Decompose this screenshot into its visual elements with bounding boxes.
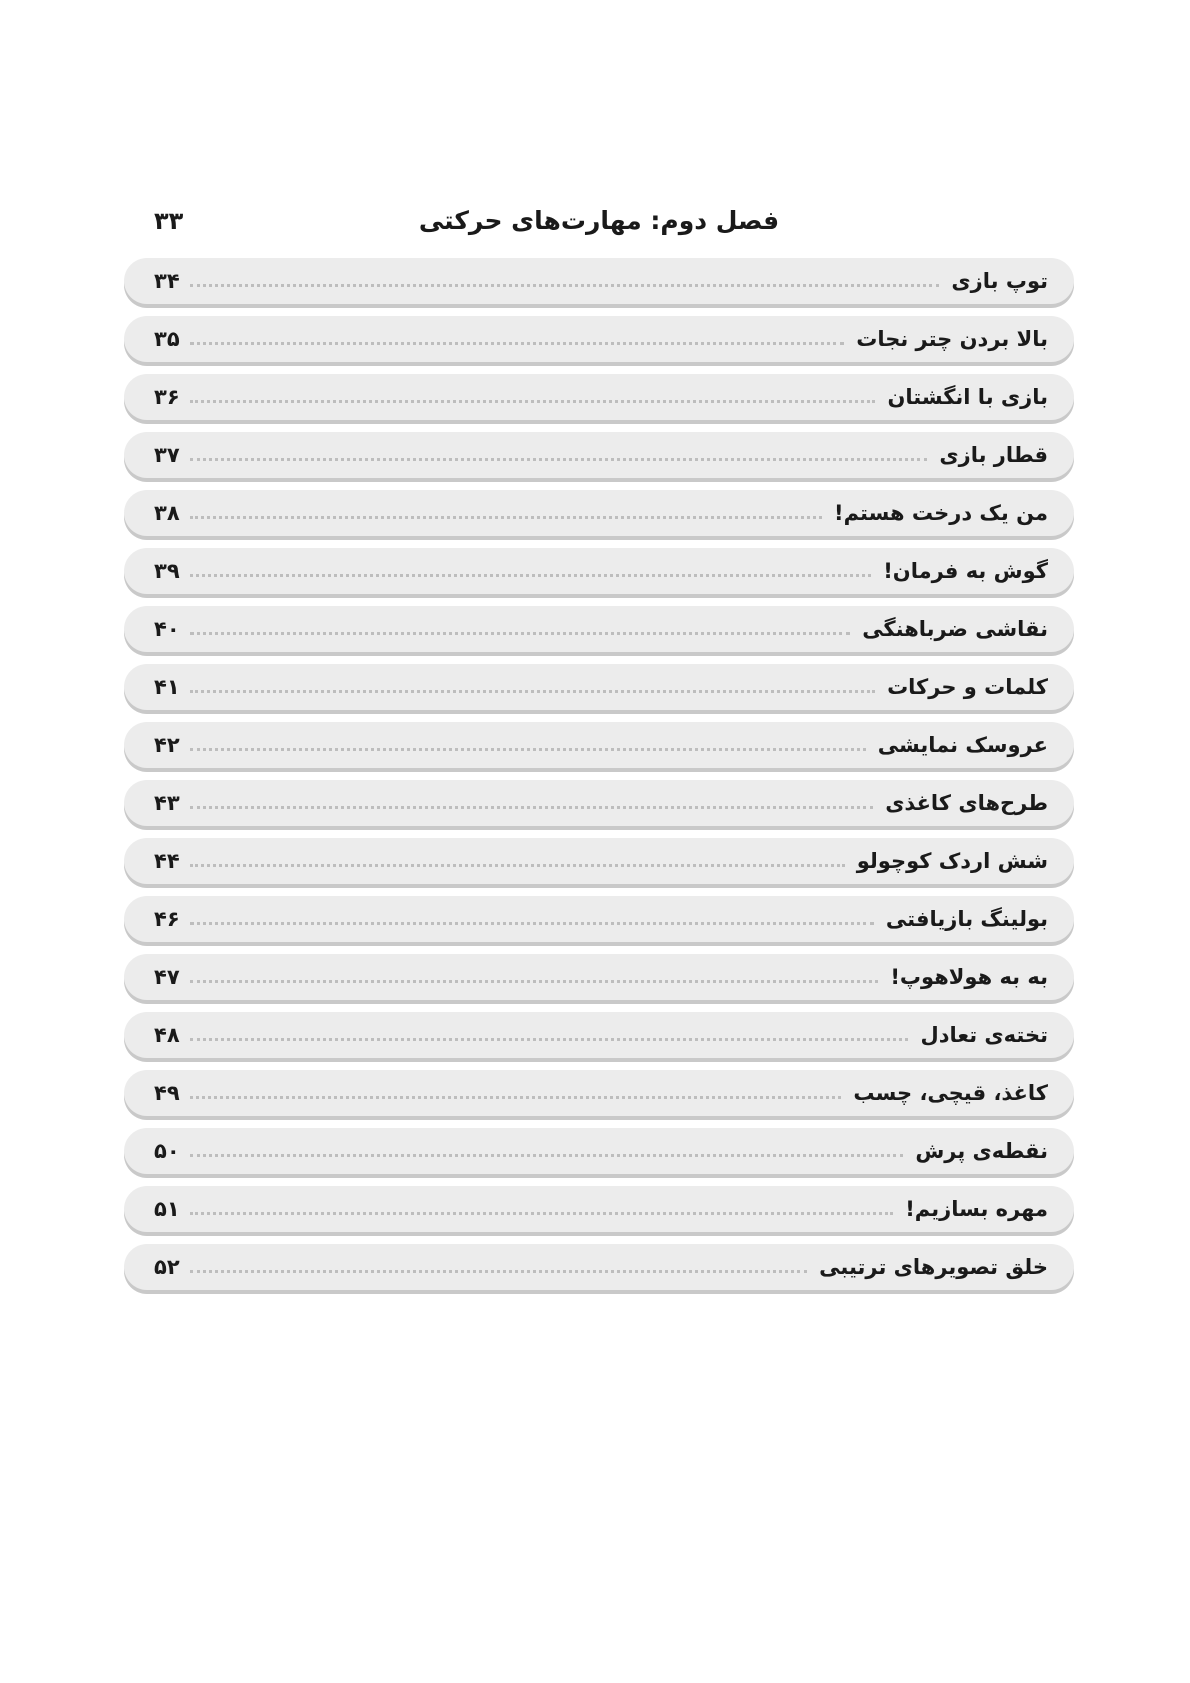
toc-entry-page: ۴۶	[154, 907, 180, 931]
dot-leader	[190, 516, 822, 519]
toc-entry-page: ۴۳	[154, 791, 180, 815]
toc-entry-title: گوش به فرمان!	[883, 559, 1048, 583]
toc-entry-page: ۵۲	[154, 1255, 180, 1279]
chapter-title: فصل دوم: مهارت‌های حرکتی	[418, 206, 780, 235]
toc-entry-title: نقاشی ضرباهنگی	[862, 617, 1048, 641]
toc-entry[interactable]	[124, 606, 1074, 652]
toc-entry-page: ۵۱	[154, 1197, 180, 1221]
toc-entry-page: ۳۷	[154, 443, 180, 467]
toc-entry[interactable]	[124, 490, 1074, 536]
toc-entry-title: شش اردک کوچولو	[856, 849, 1048, 873]
toc-entry-title: بازی با انگشتان	[887, 385, 1048, 409]
dot-leader	[190, 1212, 893, 1215]
dot-leader	[190, 1038, 908, 1041]
toc-entry-page: ۴۷	[154, 965, 180, 989]
toc-entry[interactable]	[124, 1070, 1074, 1116]
toc-entry[interactable]	[124, 1128, 1074, 1174]
dot-leader	[190, 284, 939, 287]
toc-entry[interactable]	[124, 722, 1074, 768]
toc-entry-page: ۴۰	[154, 617, 180, 641]
dot-leader	[190, 1270, 807, 1273]
toc-entry[interactable]	[124, 548, 1074, 594]
dot-leader	[190, 806, 873, 809]
toc-entry-page: ۴۹	[154, 1081, 180, 1105]
toc-entry[interactable]	[124, 664, 1074, 710]
toc-entry[interactable]	[124, 896, 1074, 942]
toc-entry-title: طرح‌های کاغذی	[885, 791, 1048, 815]
dot-leader	[190, 632, 850, 635]
toc-entry[interactable]	[124, 1244, 1074, 1290]
toc-entry-title: بالا بردن چتر نجات	[856, 327, 1048, 351]
dot-leader	[190, 1154, 903, 1157]
toc-entry-page: ۳۸	[154, 501, 180, 525]
toc-entry-title: خلق تصویرهای ترتیبی	[819, 1255, 1048, 1279]
toc-entry-page: ۳۶	[154, 385, 180, 409]
toc-entry-title: بولینگ بازیافتی	[885, 907, 1048, 931]
dot-leader	[190, 690, 875, 693]
toc-entry-title: کاغذ، قیچی، چسب	[853, 1081, 1048, 1105]
dot-leader	[190, 574, 871, 577]
toc-entry-title: به به هولاهوپ!	[890, 965, 1048, 989]
toc-entry-title: قطار بازی	[939, 443, 1048, 467]
toc-entry-title: توپ بازی	[951, 269, 1048, 293]
dot-leader	[190, 980, 878, 983]
toc-entry[interactable]	[124, 432, 1074, 478]
chapter-page-number: ۳۳	[154, 207, 184, 235]
toc-entry-page: ۳۹	[154, 559, 180, 583]
toc-entry[interactable]	[124, 954, 1074, 1000]
chapter-header	[124, 198, 1074, 244]
dot-leader	[190, 922, 874, 925]
toc-entry-title: من یک درخت هستم!	[834, 501, 1048, 525]
toc-entry[interactable]	[124, 374, 1074, 420]
table-of-contents	[124, 258, 1074, 1302]
toc-entry[interactable]	[124, 780, 1074, 826]
toc-entry[interactable]	[124, 838, 1074, 884]
dot-leader	[190, 864, 845, 867]
toc-entry-title: نقطه‌ی پرش	[915, 1139, 1048, 1163]
toc-entry[interactable]	[124, 316, 1074, 362]
toc-entry-title: مهره بسازیم!	[905, 1197, 1048, 1221]
toc-entry[interactable]	[124, 1012, 1074, 1058]
toc-entry-page: ۵۰	[154, 1139, 180, 1163]
toc-entry-page: ۴۴	[154, 849, 180, 873]
toc-entry-title: عروسک نمایشی	[877, 733, 1048, 757]
toc-entry-page: ۳۵	[154, 327, 180, 351]
dot-leader	[190, 748, 866, 751]
toc-entry[interactable]	[124, 1186, 1074, 1232]
dot-leader	[190, 1096, 841, 1099]
toc-entry-title: تخته‌ی تعادل	[920, 1023, 1048, 1047]
toc-entry-title: کلمات و حرکات	[887, 675, 1048, 699]
toc-entry-page: ۴۱	[154, 675, 180, 699]
dot-leader	[190, 458, 927, 461]
toc-entry-page: ۴۸	[154, 1023, 180, 1047]
toc-entry-page: ۳۴	[154, 269, 180, 293]
dot-leader	[190, 400, 875, 403]
toc-entry-page: ۴۲	[154, 733, 180, 757]
toc-entry[interactable]	[124, 258, 1074, 304]
dot-leader	[190, 342, 844, 345]
